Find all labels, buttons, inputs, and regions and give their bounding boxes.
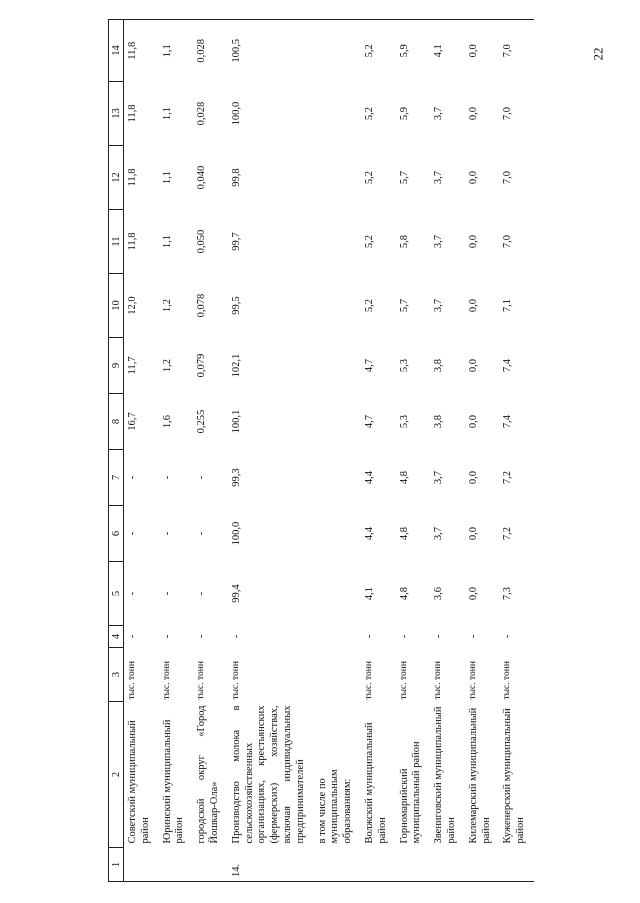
row-value: 0,0	[467, 526, 479, 541]
row-value: 3,8	[433, 358, 445, 373]
table-body	[124, 20, 534, 882]
row-value: 11,8	[127, 232, 138, 251]
column-header-1: 1	[109, 848, 124, 882]
row-unit: тыс. тонн	[398, 661, 409, 700]
row-value: 99,4	[230, 584, 242, 603]
table-row	[228, 20, 314, 882]
row-value: -	[127, 531, 138, 536]
row-value: 7,1	[502, 298, 514, 313]
row-value: 99,5	[230, 296, 242, 315]
row-value: 0,0	[467, 414, 479, 429]
row-value: 4,4	[363, 526, 375, 541]
row-value: -	[127, 591, 138, 596]
row-value: 1,1	[161, 234, 173, 249]
row-value: 1,2	[161, 358, 173, 373]
column-header-7: 7	[109, 450, 124, 506]
row-value: 0,040	[196, 165, 208, 190]
row-value: 5,7	[398, 298, 410, 313]
column-header-10: 10	[109, 274, 124, 338]
row-name: Горномарийский муниципальный район	[398, 741, 423, 844]
row-value: 0,028	[193, 20, 228, 82]
row-value	[314, 394, 361, 450]
row-value: 3,7	[433, 106, 445, 121]
row-value: 1,1	[161, 170, 173, 185]
row-value: 5,3	[398, 358, 410, 373]
row-value: 5,7	[398, 170, 410, 185]
row-value: 102,1	[230, 353, 242, 378]
row-number	[159, 848, 194, 882]
row-value: 5,8	[398, 234, 410, 249]
row-value: 11,8	[127, 168, 138, 187]
row-value: 100,1	[230, 409, 242, 434]
row-name: Юринский муниципальный район	[161, 719, 186, 844]
row-value: 7,3	[502, 586, 514, 601]
row-value: 5,9	[398, 106, 410, 121]
row-unit	[314, 648, 361, 702]
row-value: 7,0	[502, 170, 514, 185]
row-value: -	[161, 475, 173, 480]
row-value: 7,2	[502, 470, 514, 485]
table-row	[124, 20, 159, 882]
column-header-9: 9	[109, 338, 124, 394]
row-value: 3,7	[433, 170, 445, 185]
row-value: 7,4	[502, 414, 514, 429]
row-number	[465, 848, 500, 882]
row-value: 0,0	[467, 106, 479, 121]
row-value: 100,5	[228, 20, 314, 82]
row-unit: тыс. тонн	[196, 661, 207, 700]
column-header-11: 11	[109, 210, 124, 274]
row-value: 0,028	[196, 101, 208, 126]
row-value: 0,078	[196, 293, 208, 318]
row-value: 11,8	[127, 104, 138, 123]
row-value: 1,2	[161, 298, 173, 313]
row-value	[314, 210, 361, 274]
row-name: Советский муниципальный район	[127, 720, 151, 844]
row-value: -	[230, 634, 242, 639]
row-value	[314, 506, 361, 562]
column-header-2: 2	[109, 702, 124, 848]
row-value: 4,7	[363, 358, 375, 373]
row-number	[361, 848, 396, 882]
row-value: 99,7	[230, 232, 242, 251]
row-value: 0,0	[465, 20, 500, 82]
row-value: -	[363, 634, 375, 639]
row-value: 7,4	[502, 358, 514, 373]
table-row	[193, 20, 228, 882]
row-value: 0,050	[196, 229, 208, 254]
row-name: Волжский муниципальный район	[363, 722, 388, 844]
column-header-6: 6	[109, 506, 124, 562]
column-header-12: 12	[109, 146, 124, 210]
row-value: 4,4	[363, 470, 375, 485]
row-value: 3,7	[433, 298, 445, 313]
row-number	[314, 848, 361, 882]
row-value: 0,0	[467, 234, 479, 249]
row-value: 5,3	[398, 414, 410, 429]
row-value: -	[196, 591, 208, 596]
row-value: -	[127, 634, 138, 639]
row-value: 4,1	[430, 20, 465, 82]
row-number	[430, 848, 465, 882]
row-value: 12,0	[127, 296, 138, 315]
row-number	[499, 848, 534, 882]
row-value: 1,1	[161, 106, 173, 121]
row-value	[314, 274, 361, 338]
row-value: 5,9	[396, 20, 431, 82]
table-row	[314, 20, 361, 882]
table-row	[396, 20, 431, 882]
row-value: 1,6	[161, 414, 173, 429]
row-value: 99,8	[230, 168, 242, 187]
row-value: 4,7	[363, 414, 375, 429]
row-unit: тыс. тонн	[127, 661, 137, 700]
column-header-14: 14	[109, 20, 124, 82]
row-name: Килемарский муниципальный район	[467, 707, 492, 844]
row-value	[314, 450, 361, 506]
rotated-table-wrapper	[108, 20, 588, 882]
column-header-13: 13	[109, 82, 124, 146]
row-value: 5,2	[363, 298, 375, 313]
row-value: -	[502, 634, 514, 639]
row-value: 11,7	[127, 356, 138, 375]
row-value: 0,079	[196, 353, 208, 378]
column-header-4: 4	[109, 626, 124, 648]
row-value: 4,8	[398, 526, 410, 541]
row-value: -	[161, 634, 173, 639]
row-number: 14.	[228, 848, 314, 882]
row-unit: тыс. тонн	[467, 661, 478, 700]
row-value: 16,7	[127, 412, 138, 431]
column-header-3: 3	[109, 648, 124, 702]
row-value: 5,2	[363, 106, 375, 121]
row-value: 3,7	[433, 526, 445, 541]
row-value: -	[161, 591, 173, 596]
row-value	[314, 626, 361, 648]
row-name: городской округ «Город Йошкар-Ола»	[196, 705, 220, 844]
row-value: 5,2	[363, 170, 375, 185]
table-row	[159, 20, 194, 882]
table-row	[361, 20, 396, 882]
row-value: 100,0	[230, 521, 242, 546]
row-value: 0,0	[467, 298, 479, 313]
row-value: 7,0	[502, 234, 514, 249]
row-name: в том числе по муниципальным образованиям:	[316, 769, 354, 844]
row-value: 0,0	[467, 170, 479, 185]
row-value: 0,0	[467, 358, 479, 373]
row-value	[314, 338, 361, 394]
row-value: 7,0	[499, 20, 534, 82]
row-value: 1,1	[159, 20, 194, 82]
row-value: 0,0	[467, 470, 479, 485]
column-header-5: 5	[109, 562, 124, 626]
row-number	[124, 848, 159, 882]
row-value: -	[196, 531, 208, 536]
row-value: 3,6	[433, 586, 445, 601]
table-row	[465, 20, 500, 882]
row-value: 0,255	[196, 409, 208, 434]
row-value: 0,0	[467, 586, 479, 601]
row-value: 4,8	[398, 470, 410, 485]
row-value	[314, 562, 361, 626]
row-unit: тыс. тонн	[161, 661, 172, 700]
row-value: -	[398, 634, 410, 639]
row-value: -	[433, 634, 445, 639]
row-value: -	[161, 531, 173, 536]
row-value	[314, 20, 361, 82]
row-name: Куженерский муниципальный район	[502, 708, 527, 844]
row-value: 4,8	[398, 586, 410, 601]
page-number: 22	[590, 47, 606, 61]
row-unit: тыс. тонн	[363, 661, 374, 700]
row-name: Производство молока в сельскохозяйственных организациях, крестьянских (фермерских) хозяйствах, включая индивидуальных предпринимателей	[230, 705, 306, 844]
header-row	[109, 20, 124, 882]
table-row	[499, 20, 534, 882]
row-value: 4,1	[363, 586, 375, 601]
row-unit: тыс. тонн	[433, 661, 444, 700]
row-name: Звениговский муниципальный район	[433, 706, 457, 844]
row-number	[193, 848, 228, 882]
row-value	[314, 82, 361, 146]
row-value: 7,0	[502, 106, 514, 121]
row-value: -	[127, 475, 138, 480]
row-value: -	[196, 475, 208, 480]
row-value: 11,8	[124, 20, 159, 82]
row-value: 5,2	[363, 234, 375, 249]
row-value: -	[196, 634, 208, 639]
data-table	[108, 19, 534, 882]
row-unit: тыс. тонн	[502, 661, 513, 700]
row-number	[396, 848, 431, 882]
column-header-8: 8	[109, 394, 124, 450]
row-value: 3,7	[433, 470, 445, 485]
table-row	[430, 20, 465, 882]
row-value: -	[467, 634, 479, 639]
row-value: 99,3	[230, 468, 242, 487]
row-value: 3,7	[433, 234, 445, 249]
row-value: 7,2	[502, 526, 514, 541]
row-value: 5,2	[361, 20, 396, 82]
row-value: 100,0	[230, 101, 242, 126]
row-unit: тыс. тонн	[230, 661, 241, 700]
row-value: 3,8	[433, 414, 445, 429]
row-value	[314, 146, 361, 210]
